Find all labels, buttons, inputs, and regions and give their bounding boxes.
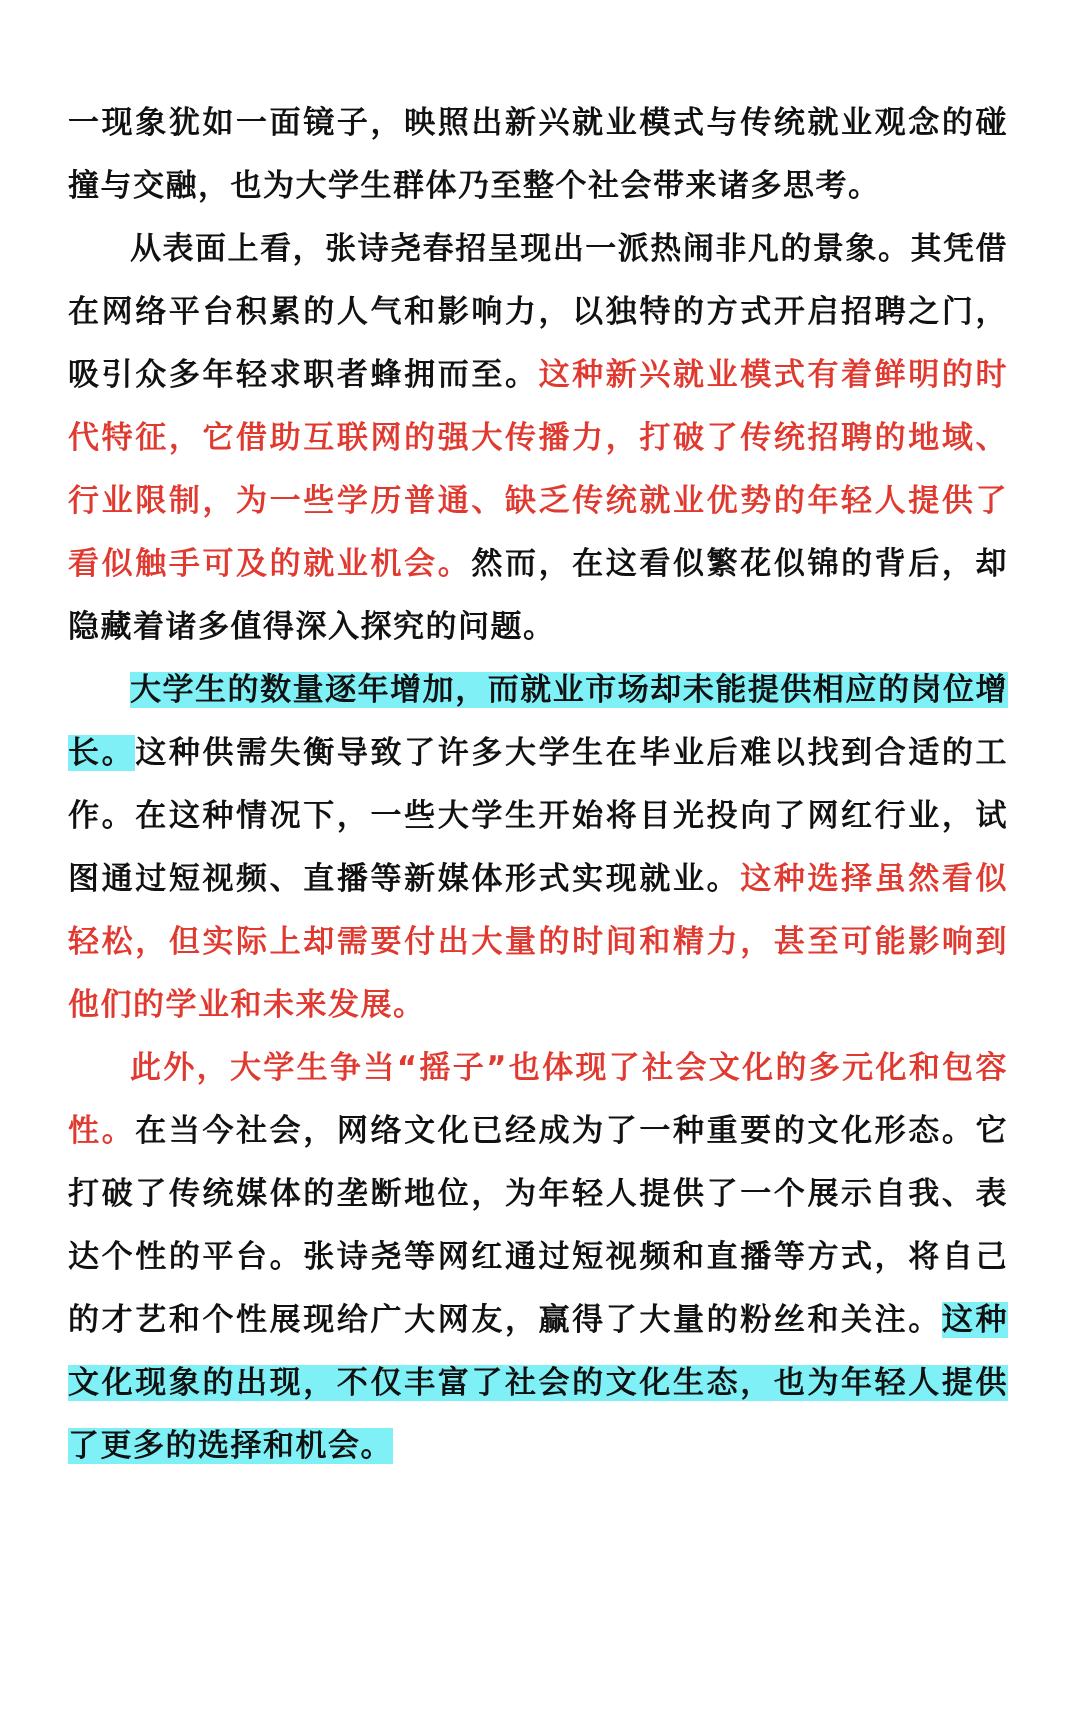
- paragraph-1: [68, 92, 1008, 218]
- paragraph-2-red-emphasis: 这种新兴就业模式有着鲜明的时代特征，它借助互联网的强大传播力，打破了传统招聘的地域、行业限制，为一些学历普通、缺乏传统就业优势的年轻人提供了看似触手可及的就业机会。: [68, 357, 1009, 582]
- paragraph-2: [68, 218, 1008, 659]
- paragraph-1-text: 一现象犹如一面镜子，映照出新兴就业模式与传统就业观念的碰撞与交融，也为大学生群体乃至整个社会带来诸多思考。: [68, 105, 1008, 204]
- paragraph-3-red-emphasis: 这种选择虽然看似轻松，但实际上却需要付出大量的时间和精力，甚至可能影响到他们的学业和未来发展。: [68, 861, 1009, 1023]
- paragraph-4: [68, 1037, 1008, 1478]
- article-body: [68, 92, 1008, 1478]
- paragraph-4-middle: 在当今社会，网络文化已经成为了一种重要的文化形态。它打破了传统媒体的垄断地位，为年轻人提供了一个展示自我、表达个性的平台。张诗尧等网红通过短视频和直播等方式，将自己的才艺和个性展现给广大网友，赢得了大量的粉丝和关注。: [68, 1113, 1009, 1338]
- paragraph-3-middle: 这种供需失衡导致了许多大学生在毕业后难以找到合适的工作。在这种情况下，一些大学生开始将目光投向了网红行业，试图通过短视频、直播等新媒体形式实现就业。: [68, 735, 1009, 897]
- paragraph-4-highlight: 这种文化现象的出现，不仅丰富了社会的文化生态，也为年轻人提供了更多的选择和机会。: [68, 1302, 1009, 1464]
- paragraph-3-highlight: 大学生的数量逐年增加，而就业市场却未能提供相应的岗位增长。: [68, 672, 1008, 771]
- paragraph-2-intro: 从表面上看，张诗尧春招呈现出一派热闹非凡的景象。其凭借在网络平台积累的人气和影响力，以独特的方式开启招聘之门，吸引众多年轻求职者蜂拥而至。: [68, 231, 1008, 393]
- paragraph-2-tail: 然而，在这看似繁花似锦的背后，却隐藏着诸多值得深入探究的问题。: [68, 546, 1009, 645]
- paragraph-3: [68, 659, 1008, 1037]
- paragraph-4-red-emphasis: 此外，大学生争当“摇子”也体现了社会文化的多元化和包容性。: [68, 1050, 1008, 1149]
